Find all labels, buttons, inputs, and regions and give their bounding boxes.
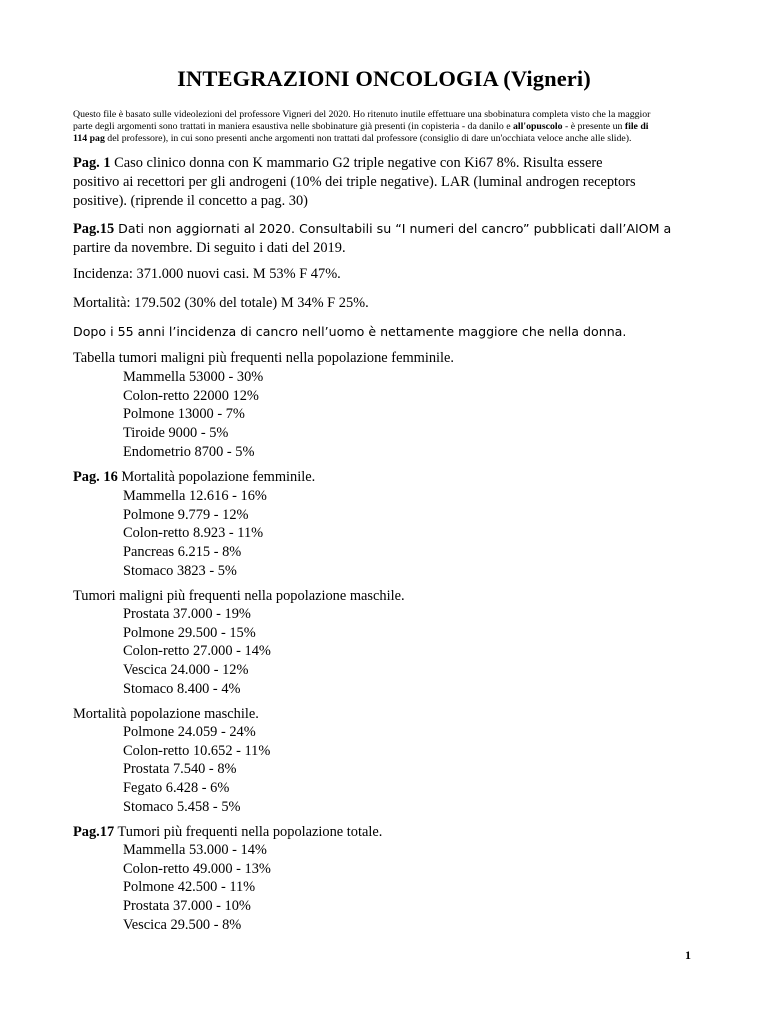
paragraph-text: Incidenza: 371.000 nuovi casi. M 53% F 47%.: [73, 266, 341, 282]
list-item: Tiroide 9000 - 5%: [123, 425, 229, 442]
list-item: Colon-retto 10.652 - 11%: [123, 742, 271, 759]
heading-tumori-maschile: [73, 587, 703, 606]
intro-bold-pages: 114 pag: [73, 133, 105, 145]
list-item: Stomaco 3823 - 5%: [123, 562, 237, 579]
page-reference: Pag. 16: [73, 469, 118, 485]
list-item: Polmone 29.500 - 15%: [123, 624, 256, 641]
intro-text: - è presente un: [562, 121, 625, 133]
heading-text: Tumori più frequenti nella popolazione totale.: [114, 824, 383, 840]
intro-line-3: [73, 133, 703, 145]
list-item: Mammella 53.000 - 14%: [123, 842, 267, 858]
paragraph-line: partire da novembre. Di seguito i dati del 2019.: [73, 240, 346, 256]
list-item: Colon-retto 8.923 - 11%: [123, 525, 264, 542]
paragraph-pag15: [73, 219, 703, 258]
intro-text: del professore), in cui sono presenti anche argomenti non trattati dal professore (consiglio di dare un'occhiata veloce anche alle slide).: [104, 133, 632, 145]
paragraph-text: Caso clinico donna con K mammario G2 triple negative con Ki67 8%. Risulta essere: [110, 155, 603, 171]
page-reference: Pag. 1: [73, 155, 111, 171]
paragraph-line: positivo ai recettori per gli androgeni (10% dei triple negative). LAR (luminal androgen receptors: [73, 174, 636, 190]
intro-line-1: Questo file è basato sulle videolezioni del professore Vigneri del 2020. Ho ritenuto inutile effettuare una sbobinatura completa visto che la maggior: [73, 109, 651, 120]
intro-bold-opuscolo: all'opuscolo: [513, 121, 563, 133]
list-tumori-totale: [123, 841, 271, 935]
list-tumori-femminile: [123, 368, 263, 462]
list-item: Colon-retto 49.000 - 13%: [123, 860, 271, 877]
incidenza-line: [73, 265, 703, 284]
dopo-55-line: [73, 322, 703, 341]
paragraph-text: Dati non aggiornati al 2020. Consultabili su “I numeri del cancro” pubblicati dall’AIOM a: [114, 221, 672, 236]
list-mortalita-maschile: [123, 723, 270, 817]
document-title: INTEGRAZIONI ONCOLOGIA (Vigneri): [177, 66, 591, 91]
section-heading: [73, 468, 703, 487]
list-item: Polmone 24.059 - 24%: [123, 724, 256, 740]
list-item: Fegato 6.428 - 6%: [123, 780, 230, 797]
list-item: Colon-retto 22000 12%: [123, 387, 259, 404]
paragraph-line: [73, 154, 703, 173]
paragraph-line: positive). (riprende il concetto a pag. 30): [73, 193, 308, 209]
section-heading: Tabella tumori maligni più frequenti nella popolazione femminile.: [73, 350, 455, 366]
heading-mortalita-maschile: [73, 705, 703, 724]
list-item: Prostata 37.000 - 10%: [123, 898, 251, 915]
intro-text: parte degli argomenti sono trattati in maniera esaustiva nelle sbobinature già presenti (in copisteria - da danilo e: [73, 121, 513, 133]
list-item: Mammella 53000 - 30%: [123, 369, 264, 385]
list-item: Pancreas 6.215 - 8%: [123, 544, 242, 561]
page-number: 1: [685, 948, 691, 962]
list-item: Colon-retto 27.000 - 14%: [123, 643, 271, 660]
paragraph-pag1: [73, 154, 703, 211]
intro-line-2: [73, 121, 703, 133]
intro-paragraph: [73, 109, 703, 146]
page-reference: Pag.17: [73, 824, 115, 840]
list-item: Prostata 7.540 - 8%: [123, 761, 237, 778]
list-tumori-maschile: [123, 605, 271, 699]
paragraph-line: [73, 219, 703, 239]
list-item: Polmone 9.779 - 12%: [123, 506, 249, 523]
list-item: Prostata 37.000 - 19%: [123, 606, 251, 622]
paragraph-text: Dopo i 55 anni l’incidenza di cancro nell’uomo è nettamente maggiore che nella donna.: [73, 324, 627, 339]
paragraph-text: Mortalità: 179.502 (30% del totale) M 34% F 25%.: [73, 295, 369, 311]
mortalita-line: [73, 294, 703, 313]
list-item: Endometrio 8700 - 5%: [123, 443, 255, 460]
heading-tumori-femminile: [73, 349, 703, 368]
list-item: Vescica 24.000 - 12%: [123, 662, 249, 679]
list-item: Vescica 29.500 - 8%: [123, 916, 242, 933]
list-item: Stomaco 8.400 - 4%: [123, 680, 241, 697]
list-item: Stomaco 5.458 - 5%: [123, 798, 241, 815]
section-heading: [73, 823, 703, 842]
heading-text: Mortalità popolazione femminile.: [117, 469, 316, 485]
list-item: Mammella 12.616 - 16%: [123, 488, 267, 504]
list-mortalita-femminile: [123, 487, 267, 581]
heading-mortalita-femminile: [73, 468, 703, 487]
heading-tumori-totale: [73, 823, 703, 842]
section-heading: Tumori maligni più frequenti nella popolazione maschile.: [73, 588, 405, 604]
list-item: Polmone 13000 - 7%: [123, 406, 245, 423]
page-reference: Pag.15: [73, 221, 115, 237]
list-item: Polmone 42.500 - 11%: [123, 879, 256, 896]
intro-bold-file: file di: [624, 121, 649, 133]
section-heading: Mortalità popolazione maschile.: [73, 706, 259, 722]
